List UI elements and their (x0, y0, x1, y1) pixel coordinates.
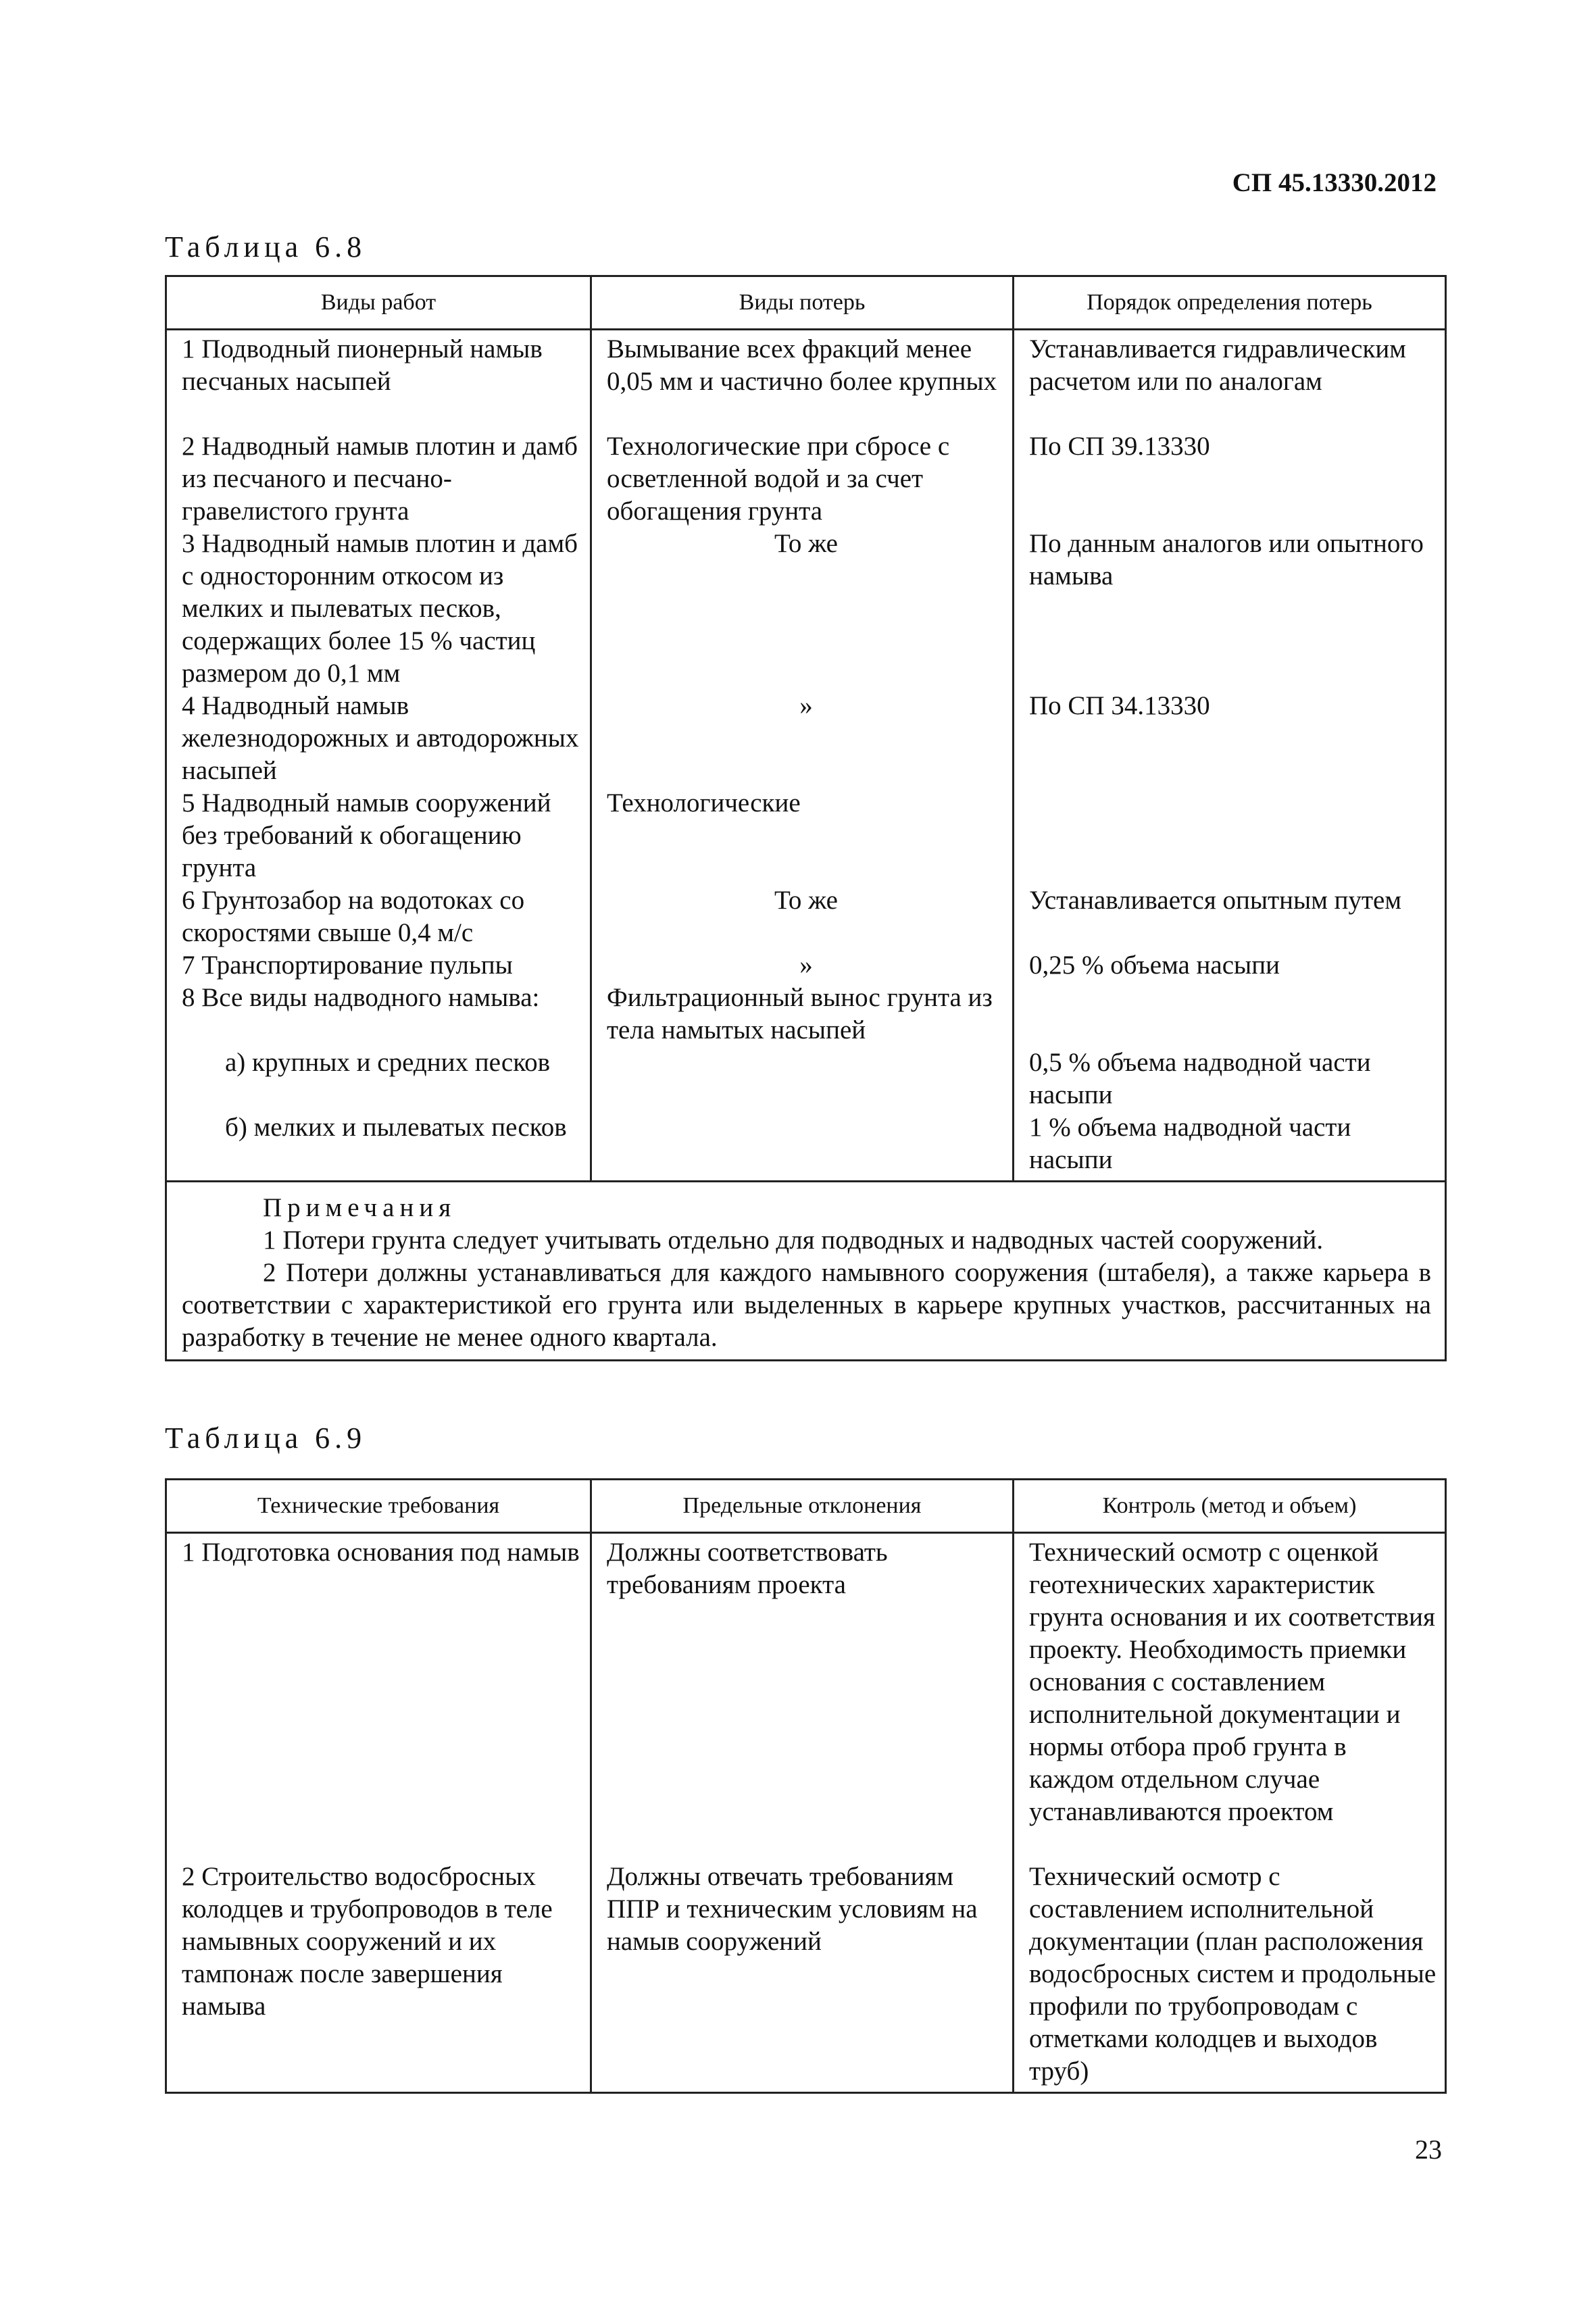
procedure-item: Устанавливается опытным путем (1029, 886, 1402, 915)
table-header-row (166, 276, 1446, 330)
tolerances-column (591, 1533, 1014, 2093)
work-subitem: б) мелких и пылеватых песков (225, 1113, 567, 1142)
loss-item: » (799, 951, 813, 980)
header-work-types: Виды работ (166, 276, 591, 330)
procedure-item: 1 % объема надводной части насыпи (1029, 1113, 1351, 1174)
work-item: 2 Надводный намыв плотин и дамб из песчаного и песчано-гравелистого грунта (182, 432, 578, 526)
header-control: Контроль (метод и объем) (1014, 1480, 1446, 1533)
loss-item: То же (774, 529, 838, 558)
header-tolerances: Предельные отклонения (591, 1480, 1014, 1533)
loss-item: Вымывание всех фракций менее 0,05 мм и частично более крупных (607, 334, 997, 396)
work-subitem: а) крупных и средних песков (225, 1048, 551, 1077)
work-types-column (166, 330, 591, 1182)
requirement-item: 1 Подготовка основания под намыв (182, 1538, 580, 1567)
work-item: 3 Надводный намыв плотин и дамб с односторонним откосом из мелких и пылеватых песков, содержащих более 15 % частиц размером до 0,1 мм (182, 529, 578, 688)
loss-item: То же (774, 886, 838, 915)
header-loss-procedure: Порядок определения потерь (1014, 276, 1446, 330)
table-body-row (166, 330, 1446, 1182)
requirement-item: 2 Строительство водосбросных колодцев и трубопроводов в теле намывных сооружений и их тампонаж после завершения намыва (182, 1862, 553, 2021)
page-number: 23 (1415, 2134, 1442, 2165)
loss-item: Фильтрационный вынос грунта из тела намытых насыпей (607, 983, 993, 1045)
loss-item: Технологические при сбросе с осветленной водой и за счет обогащения грунта (607, 432, 950, 526)
tolerance-item: Должны соответствовать требованиям проекта (607, 1538, 888, 1599)
work-item: 1 Подводный пионерный намыв песчаных насыпей (182, 334, 543, 396)
loss-procedure-column (1014, 330, 1446, 1182)
table-body-row (166, 1533, 1446, 2093)
table-6-9 (165, 1478, 1447, 2094)
table-6-8 (165, 275, 1447, 1361)
notes-row (166, 1182, 1446, 1361)
procedure-item: Устанавливается гидравлическим расчетом или по аналогам (1029, 334, 1406, 396)
work-item: 7 Транспортирование пульпы (182, 951, 513, 980)
procedure-item: По СП 34.13330 (1029, 691, 1210, 720)
notes-title: Примечания (263, 1193, 457, 1222)
work-item: 8 Все виды надводного намыва: (182, 983, 540, 1012)
loss-types-column (591, 330, 1014, 1182)
procedure-item: 0,25 % объема насыпи (1029, 951, 1280, 980)
table-notes (166, 1182, 1446, 1361)
procedure-item: По данным аналогов или опытного намыва (1029, 529, 1424, 590)
header-loss-types: Виды потерь (591, 276, 1014, 330)
work-item: 5 Надводный намыв сооружений без требований к обогащению грунта (182, 788, 551, 882)
header-technical-requirements: Технические требования (166, 1480, 591, 1533)
control-item: Технический осмотр с оценкой геотехнических характеристик грунта основания и их соответствия проекту. Необходимость приемки основания с составлением исполнительной документации и нормы отбора проб грунта в каждом отдельном случае устанавливаются проектом (1029, 1538, 1435, 1826)
table-6-8-caption: Таблица 6.8 (165, 230, 367, 263)
loss-item: » (799, 691, 813, 720)
document-code: СП 45.13330.2012 (1232, 168, 1437, 197)
work-item: 4 Надводный намыв железнодорожных и автодорожных насыпей (182, 691, 579, 785)
table-header-row (166, 1480, 1446, 1533)
procedure-item: По СП 39.13330 (1029, 432, 1210, 461)
table-6-9-caption: Таблица 6.9 (165, 1422, 367, 1455)
note-item: 1 Потери грунта следует учитывать отдельно для подводных и надводных частей сооружений. (263, 1226, 1324, 1255)
loss-item: Технологические (607, 788, 801, 818)
control-item: Технический осмотр с составлением исполнительной документации (план расположения водосбросных систем и продольные профили по трубопроводам с отметками колодцев и выходов труб) (1029, 1862, 1437, 2086)
requirements-column (166, 1533, 591, 2093)
note-item: 2 Потери должны устанавливаться для каждого намывного сооружения (штабеля), а также карьера в соответствии с характеристикой его грунта или выделенных в карьере крупных участков, рассчитанных на разработку в течение не менее одного квартала. (182, 1258, 1431, 1352)
tolerance-item: Должны отвечать требованиям ППР и техническим условиям на намыв сооружений (607, 1862, 978, 1956)
control-column (1014, 1533, 1446, 2093)
work-item: 6 Грунтозабор на водотоках со скоростями свыше 0,4 м/с (182, 886, 525, 947)
procedure-item: 0,5 % объема надводной части насыпи (1029, 1048, 1371, 1109)
